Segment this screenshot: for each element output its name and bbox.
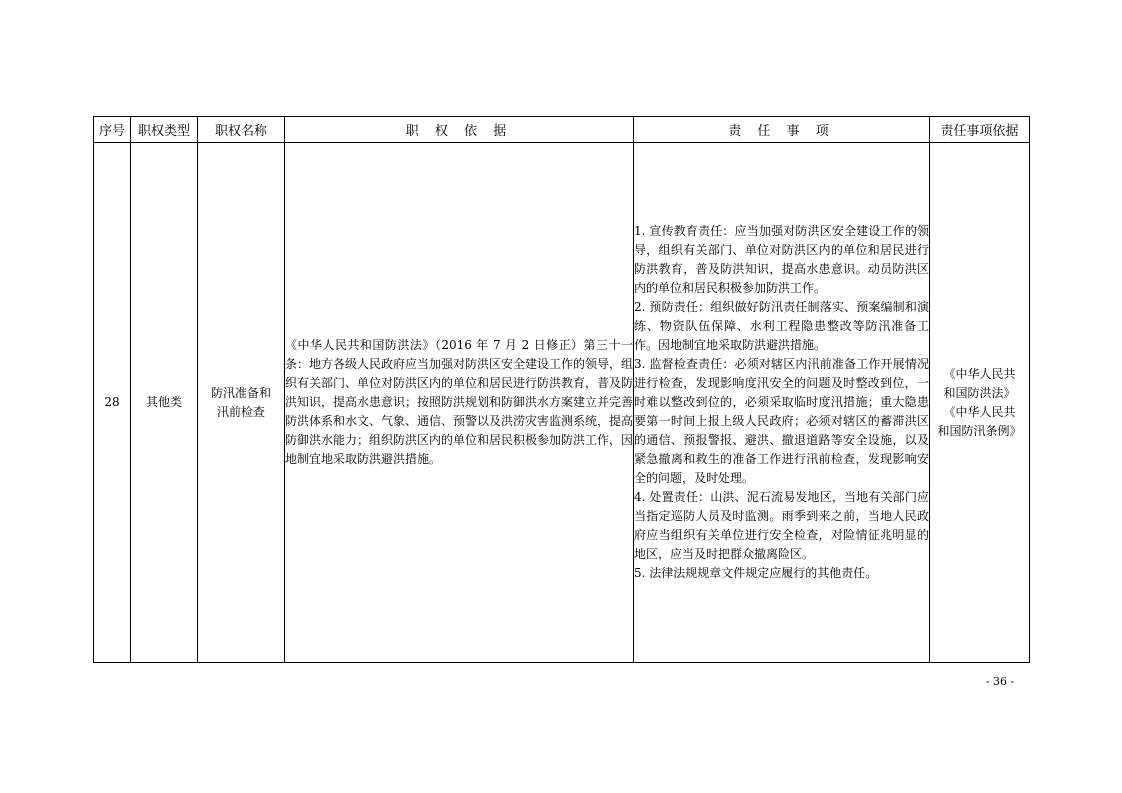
header-resp-basis: 责任事项依据 (930, 117, 1030, 143)
responsibility-item-2: 2. 预防责任：组织做好防汛责任制落实、预案编制和演练、物资队伍保障、水利工程隐患整改等防汛准备工作。因地制宜地采取防洪避洪措施。 (634, 300, 929, 352)
page-number: - 36 - (985, 675, 1015, 688)
cell-name (198, 143, 285, 663)
responsibility-item-1: 1. 宣传教育责任：应当加强对防洪区安全建设工作的领导，组织有关部门、单位对防洪区内的单位和居民进行防洪教育，普及防洪知识，提高水患意识。动员防洪区内的单位和居民积极参加防洪工作。 (634, 224, 929, 295)
header-name: 职权名称 (198, 117, 285, 143)
header-seq: 序号 (94, 117, 131, 143)
name-line-2: 汛前检查 (216, 404, 265, 419)
cell-resp-basis (930, 143, 1030, 663)
resp-basis-line-2: 和国防洪法》 (943, 385, 1016, 400)
resp-basis-line-4: 和国防汛条例》 (937, 423, 1022, 438)
resp-basis-line-1: 《中华人民共 (943, 366, 1016, 381)
table-row (94, 143, 1030, 663)
name-line-1: 防汛准备和 (210, 385, 271, 400)
header-responsibility: 责 任 事 项 (634, 117, 930, 143)
table-header-row (94, 117, 1030, 143)
responsibility-item-4: 4. 处置责任：山洪、泥石流易发地区，当地有关部门应当指定巡防人员及时监测。雨季到来之前，当地人民政府应当组织有关单位进行安全检查，对险情征兆明显的地区，应当及时把群众撤离险区。 (634, 490, 929, 561)
responsibility-item-3: 3. 监督检查责任：必须对辖区内汛前准备工作开展情况进行检查，发现影响度汛安全的问题及时整改到位，一时难以整改到位的，必须采取临时度汛措施；重大隐患要第一时间上报上级人民政府；必须对辖区的蓄滞洪区的通信、预报警报、避洪、撤退道路等安全设施，以及紧急撤离和救生的准备工作进行汛前检查，发现影响安全的问题，及时处理。 (634, 357, 929, 485)
cell-responsibility (634, 143, 930, 663)
cell-category: 其他类 (131, 143, 198, 663)
resp-basis-line-3: 《中华人民共 (943, 404, 1016, 419)
responsibility-item-5: 5. 法律法规规章文件规定应履行的其他责任。 (634, 566, 878, 580)
header-category: 职权类型 (131, 117, 198, 143)
authority-table (93, 116, 1030, 663)
header-basis: 职 权 依 据 (285, 117, 634, 143)
cell-seq: 28 (94, 143, 131, 663)
cell-basis: 《中华人民共和国防洪法》（2016 年 7 月 2 日修正）第三十一条：地方各级人民政府应当加强对防洪区安全建设工作的领导，组织有关部门、单位对防洪区内的单位和居民进行防洪教育，普及防洪知识，提高水患意识；按照防洪规划和防御洪水方案建立并完善防洪体系和水文、气象、通信、预警以及洪涝灾害监测系统，提高防御洪水能力；组织防洪区内的单位和居民积极参加防洪工作，因地制宜地采取防洪避洪措施。 (285, 143, 634, 663)
